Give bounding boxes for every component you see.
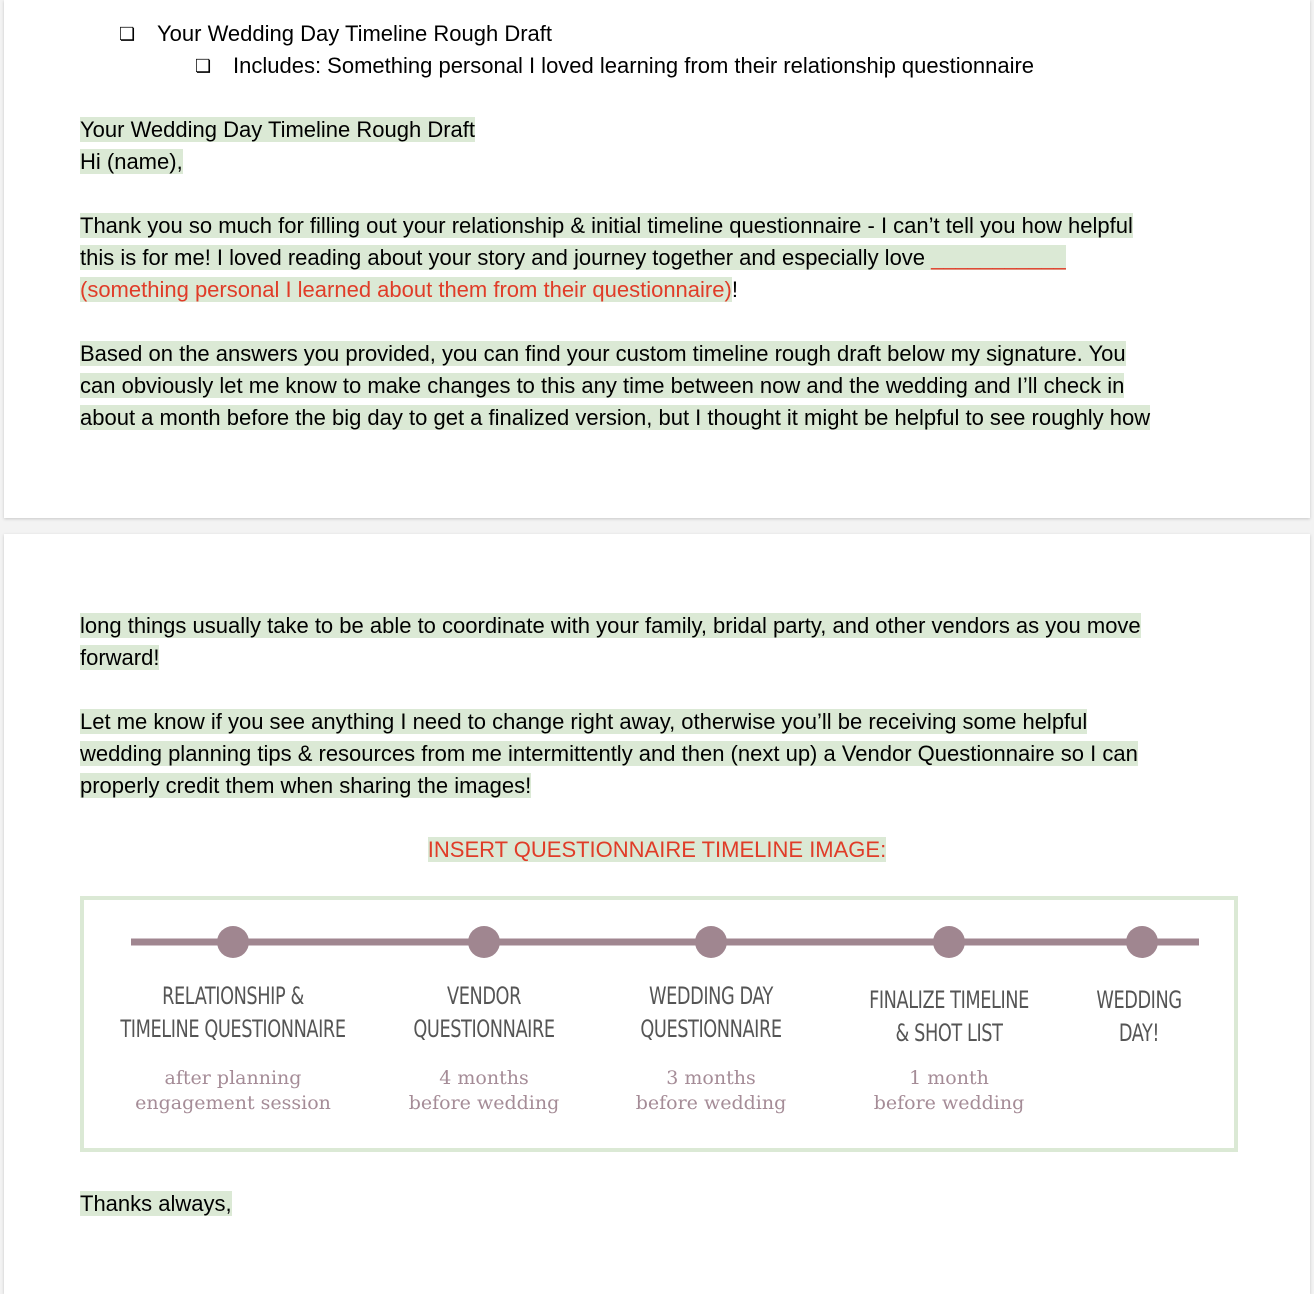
paragraph-3-line-2: wedding planning tips & resources from me intermittently and then (next up) a Vendor Questionnaire so I can — [80, 741, 1138, 766]
document-page-1 — [4, 0, 1310, 518]
document-page-2 — [4, 534, 1310, 1294]
checkbox-icon[interactable]: ❏ — [119, 24, 136, 44]
step-title-relationship: RELATIONSHIP & TIMELINE QUESTIONNAIRE — [120, 982, 346, 1043]
timeline-dot-4 — [933, 926, 965, 958]
paragraph-1-line-1: Thank you so much for filling out your relationship & initial timeline questionnaire - I can’t tell you how helpful — [80, 213, 1133, 238]
checklist-subitem-personal: Includes: Something personal I loved learning from their relationship questionnaire — [233, 53, 1035, 78]
paragraph-2-line-5: forward! — [80, 645, 160, 670]
email-greeting: Hi (name), — [80, 149, 183, 174]
step-sub-relationship: after planning engagement session — [135, 1067, 331, 1114]
step-sub-wedding-day-questionnaire: 3 months before wedding — [635, 1067, 787, 1114]
step-sub-vendor: 4 months before wedding — [408, 1067, 560, 1114]
fill-in-blank: ___________ — [931, 245, 1066, 270]
step-title-finalize: FINALIZE TIMELINE & SHOT LIST — [869, 986, 1029, 1047]
timeline-dot-2 — [468, 926, 500, 958]
paragraph-1-line-2: this is for me! I loved reading about your story and journey together and especially love ___________ — [80, 245, 1066, 270]
checkbox-icon[interactable]: ❏ — [195, 56, 212, 76]
email-signoff: Thanks always, — [80, 1191, 232, 1216]
paragraph-2-line-2: can obviously let me know to make changes to this any time between now and the wedding and I’ll check in — [80, 373, 1125, 398]
paragraph-2-line-1: Based on the answers you provided, you can find your custom timeline rough draft below my signature. You — [80, 341, 1126, 366]
paragraph-3-line-3: properly credit them when sharing the images! — [80, 773, 532, 798]
timeline-dot-5 — [1126, 926, 1158, 958]
timeline-dot-3 — [695, 926, 727, 958]
email-subject: Your Wedding Day Timeline Rough Draft — [80, 117, 475, 142]
step-title-vendor: VENDOR QUESTIONNAIRE — [413, 982, 555, 1043]
checklist-item-timeline-draft: Your Wedding Day Timeline Rough Draft — [157, 21, 552, 46]
insert-image-label: INSERT QUESTIONNAIRE TIMELINE IMAGE: — [427, 837, 887, 862]
timeline-image[interactable] — [80, 896, 1238, 1152]
step-sub-finalize: 1 month before wedding — [873, 1067, 1025, 1114]
step-title-wedding-day: WEDDING DAY! — [1096, 986, 1182, 1047]
timeline-dot-1 — [217, 926, 249, 958]
personal-placeholder: (something personal I learned about them from their questionnaire) — [80, 277, 732, 302]
paragraph-2-line-3: about a month before the big day to get a finalized version, but I thought it might be helpful to see roughly how — [80, 405, 1151, 430]
paragraph-1-line-3: (something personal I learned about them from their questionnaire)! — [80, 277, 738, 302]
paragraph-2-line-4: long things usually take to be able to coordinate with your family, bridal party, and other vendors as you move — [80, 613, 1141, 638]
step-title-wedding-day-questionnaire: WEDDING DAY QUESTIONNAIRE — [640, 982, 782, 1043]
paragraph-3-line-1: Let me know if you see anything I need to change right away, otherwise you’ll be receiving some helpful — [80, 709, 1088, 734]
